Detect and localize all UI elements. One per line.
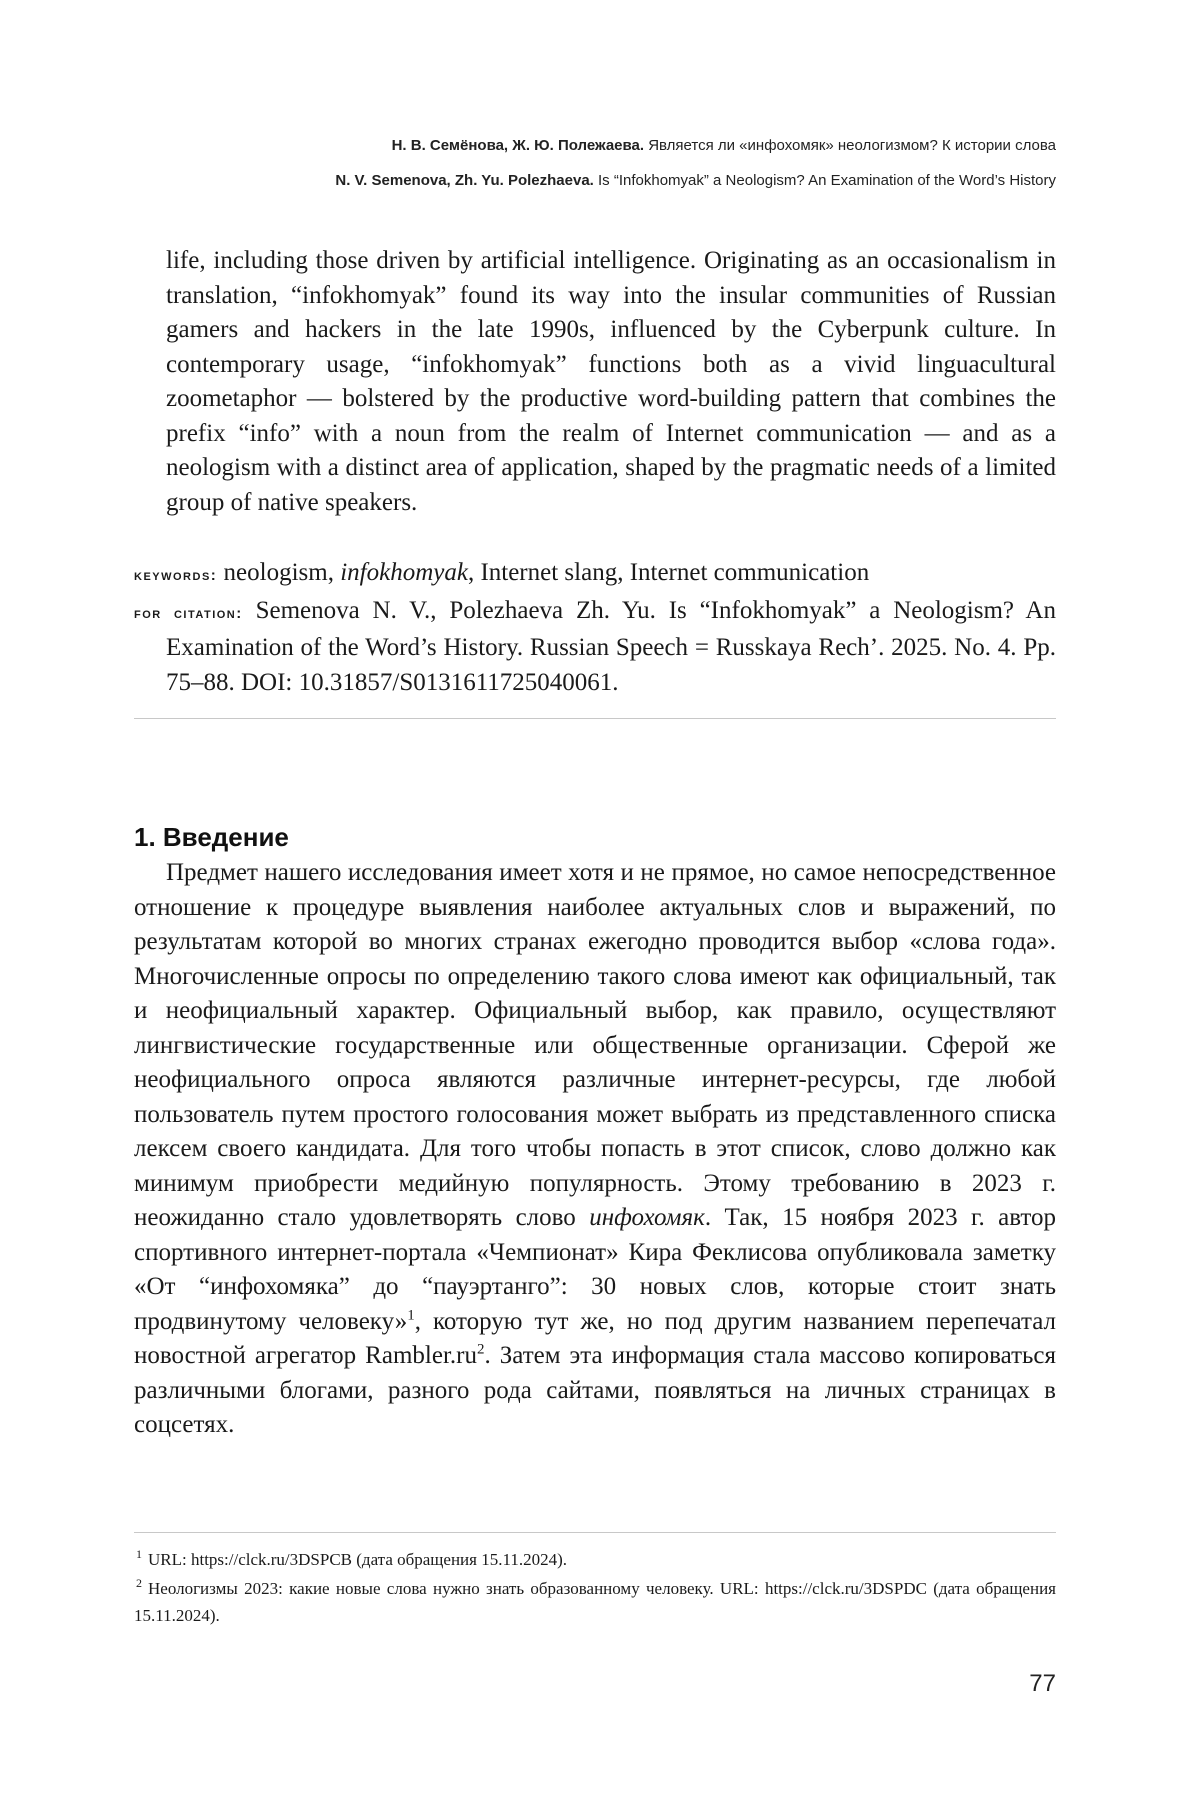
article-metadata <box>134 556 1056 700</box>
keywords <box>134 556 1056 594</box>
footnotes <box>134 1546 1056 1631</box>
keywords-label: keywords: <box>134 567 218 584</box>
intro-emphasized-word: инфохомяк <box>589 1204 705 1231</box>
intro-text-part4: . Затем эта информация стала массово копироваться различными блогами, разного рода сайтами, появляться на личных страницах в соцсетях. <box>134 1342 1056 1438</box>
section-divider <box>134 718 1056 719</box>
running-header-en-authors: N. V. Semenova, Zh. Yu. Polezhaeva. <box>335 172 594 189</box>
running-header-ru-authors: Н. В. Семёнова, Ж. Ю. Полежаева. <box>391 137 645 154</box>
running-header-en <box>134 163 1056 198</box>
footnote-1 <box>134 1546 1056 1573</box>
intro-text-part1: Предмет нашего исследования имеет хотя и не прямое, но самое непосредственное отношение к процедуре выявления наиболее актуальных слов и выражений, по результатам которой во многих странах ежегодно проводится выбор «слова года». Многочисленные опросы по определению такого слова имеют как официальный, так и неофициальный характер. Официальный выбор, как правило, осуществляют лингвистические государственные или общественные организации. Сферой же неофициального опроса являются различные интернет-ресурсы, где любой пользователь путем простого голосования может выбрать из представленного списка лексем своего кандидата. Для того чтобы попасть в этот список, слово должно как минимум приобрести медийную популярность. Этому требованию в 2023 г. неожиданно стало удовлетворять слово <box>134 859 1056 1231</box>
footnote-2-text: Неологизмы 2023: какие новые слова нужно знать образованному человеку. URL: https://clck.ru/3DSPDC (дата обращения 15.11.2024). <box>134 1579 1056 1625</box>
citation <box>134 594 1056 701</box>
intro-text-part3: , которую тут же, но под другим названием перепечатал новостной агрегатор Rambler.ru <box>134 1307 1056 1369</box>
running-header-en-title: Is “Infokhomyak” a Neologism? An Examination of the Word’s History <box>598 172 1056 189</box>
introduction-body <box>134 856 1056 1443</box>
citation-label: for citation: <box>134 604 243 622</box>
section-heading: 1. Введение <box>134 822 289 852</box>
footnote-ref-1[interactable]: 1 <box>407 1307 415 1324</box>
page-number: 77 <box>1029 1670 1056 1697</box>
footnote-1-number: 1 <box>136 1547 142 1562</box>
intro-text-part2: . Так, 15 ноября 2023 г. автор спортивного интернет-портала «Чемпионат» Кира Феклисова опубликовала заметку «От “инфохомяка” до “пауэртанго”: 30 новых слов, которые стоит знать продвинутому человеку» <box>134 1204 1057 1335</box>
keywords-suffix: , Internet slang, Internet communication <box>467 559 870 586</box>
footnote-ref-2[interactable]: 2 <box>476 1341 485 1358</box>
keywords-emphasized: infokhomyak <box>340 559 468 586</box>
footnote-1-text: URL: https://clck.ru/3DSPCB (дата обращения 15.11.2024). <box>148 1550 567 1569</box>
citation-text: Semenova N. V., Polezhaeva Zh. Yu. Is “Infokhomyak” a Neologism? An Examination of the Word’s History. Russian Speech = Russkaya Rech’. 2025. No. 4. Pp. 75–88. DOI: 10.31857/S0131611725040061. <box>166 596 1056 696</box>
footnote-2 <box>134 1575 1056 1629</box>
abstract-continuation <box>134 244 1056 520</box>
footnote-divider <box>134 1532 1056 1533</box>
running-header <box>134 128 1056 198</box>
running-header-ru-title: Является ли «инфохомяк» неологизмом? К истории слова <box>648 137 1056 154</box>
introduction-paragraph <box>134 856 1056 1443</box>
keywords-prefix: neologism, <box>223 559 334 586</box>
running-header-ru <box>134 128 1056 163</box>
footnote-2-number: 2 <box>136 1576 142 1591</box>
abstract-text: life, including those driven by artificial intelligence. Originating as an occasionalism in translation, “infokhomyak” found its way into the insular communities of Russian gamers and hackers in the late 1990s, influenced by the Cyberpunk culture. In contemporary usage, “infokhomyak” functions both as a vivid linguacultural zoometaphor — bolstered by the productive word-building pattern that combines the prefix “info” with a noun from the realm of Internet communication — and as a neologism with a distinct area of application, shaped by the pragmatic needs of a limited group of native speakers. <box>166 247 1056 516</box>
